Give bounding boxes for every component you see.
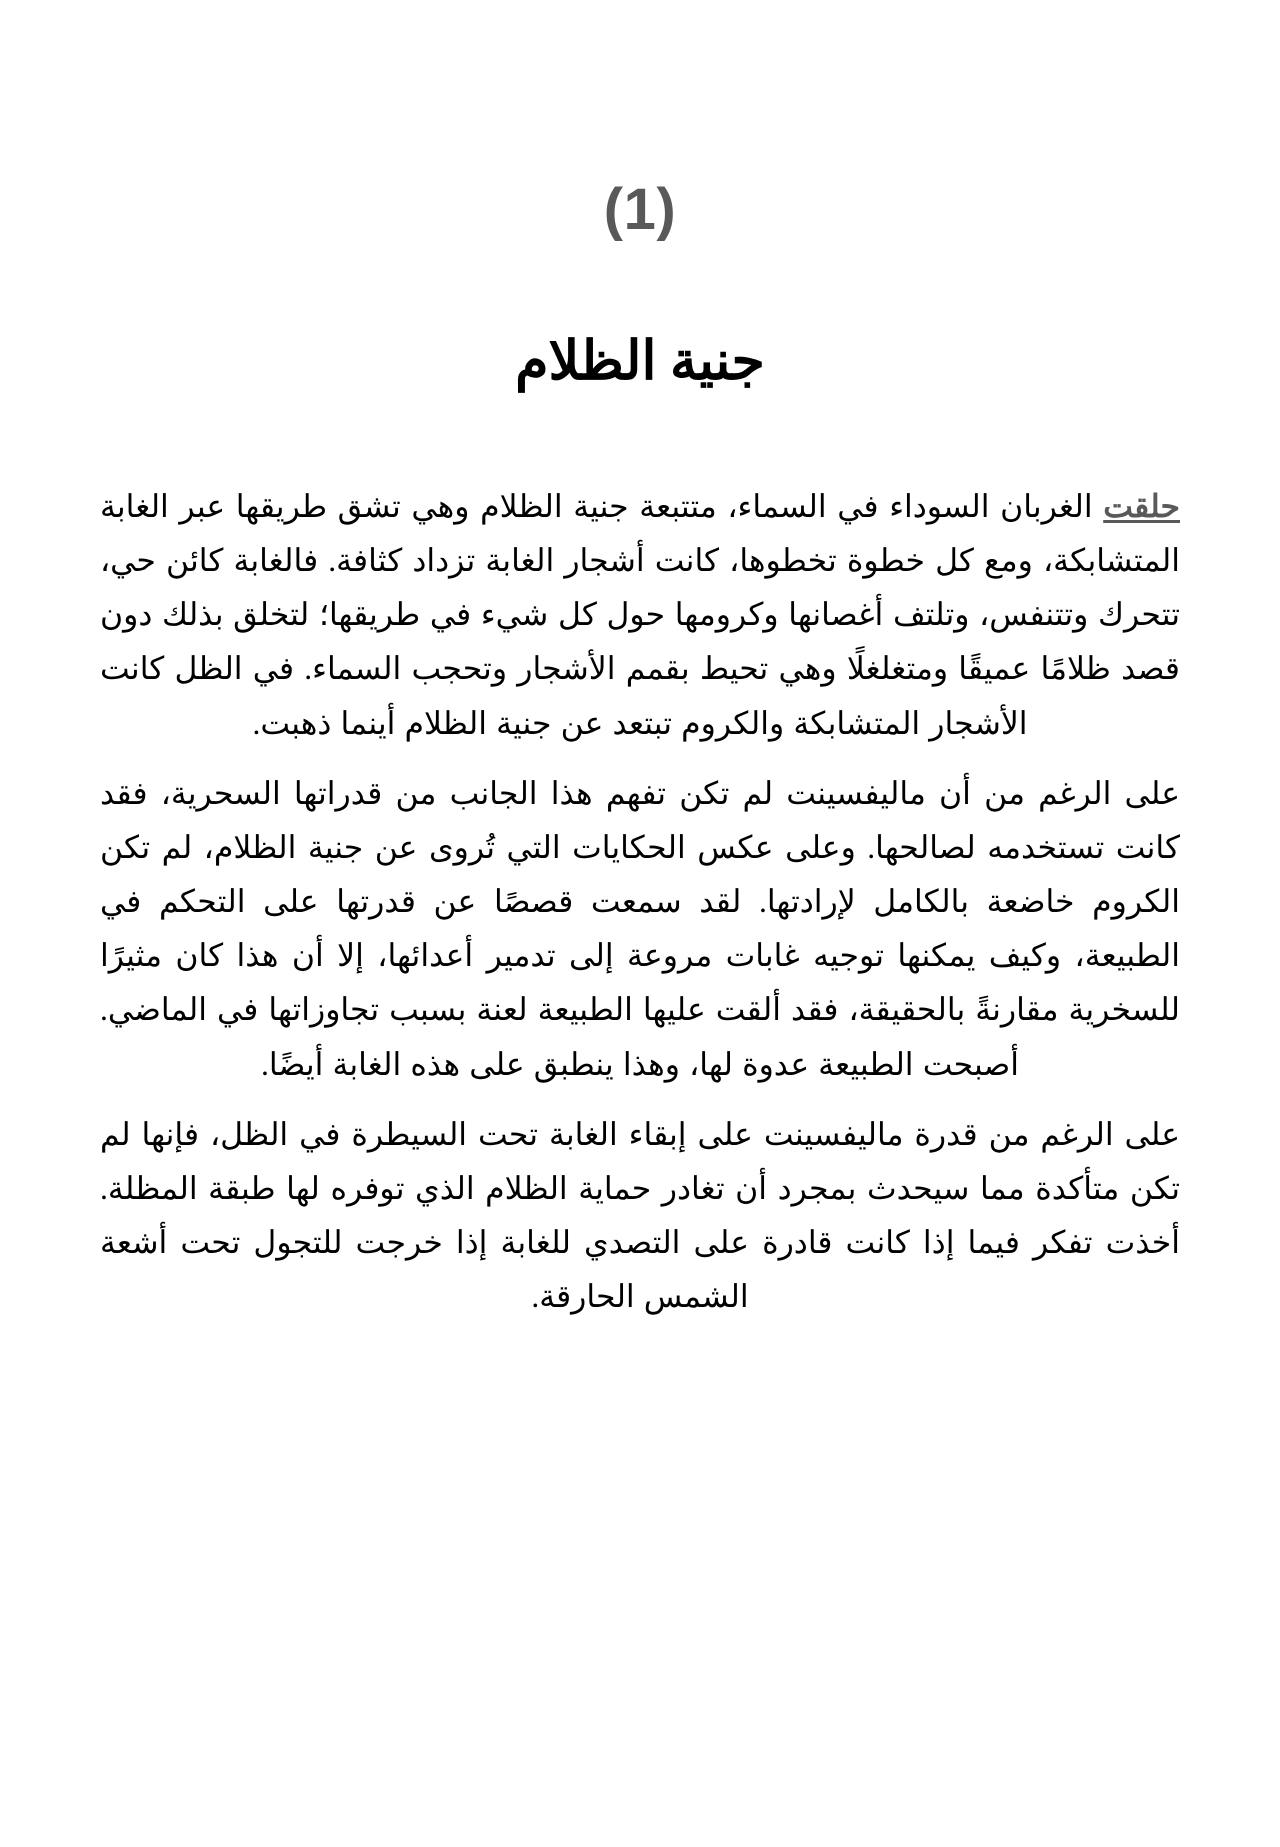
lead-word-highlight: حلقت [1103, 488, 1180, 524]
body-copy [100, 480, 1180, 1325]
page-content-area [100, 0, 1180, 1847]
paragraph-2 [100, 767, 1180, 1092]
paragraph-3 [100, 1108, 1180, 1325]
paragraph-3-text: على الرغم من قدرة ماليفسينت على إبقاء الغابة تحت السيطرة في الظل، فإنها لم تكن متأكدة مما سيحدث بمجرد أن تغادر حماية الظلام الذي توفره لها طبقة المظلة. أخذت تفكر فيما إذا كانت قادرة على التصدي للغابة إذا خرجت للتجول تحت أشعة الشمس الحارقة. [100, 1116, 1180, 1315]
chapter-title: جنية الظلام [515, 330, 765, 391]
paragraph-1-text: الغربان السوداء في السماء، متتبعة جنية الظلام وهي تشق طريقها عبر الغابة المتشابكة، ومع كل خطوة تخطوها، كانت أشجار الغابة تزداد كثافة. فالغابة كائن حي، تتحرك وتتنفس، وتلتف أغصانها وكرومها حول كل شيء في طريقها؛ لتخلق بذلك دون قصد ظلامًا عميقًا ومتغلغلًا وهي تحيط بقمم الأشجار وتحجب السماء. في الظل كانت الأشجار المتشابكة والكروم تبتعد عن جنية الظلام أينما ذهبت. [100, 488, 1180, 741]
paragraph-2-text: على الرغم من أن ماليفسينت لم تكن تفهم هذا الجانب من قدراتها السحرية، فقد كانت تستخدمه لصالحها. وعلى عكس الحكايات التي تُروى عن جنية الظلام، لم تكن الكروم خاضعة بالكامل لإرادتها. لقد سمعت قصصًا عن قدرتها على التحكم في الطبيعة، وكيف يمكنها توجيه غابات مروعة إلى تدمير أعدائها، إلا أن هذا كان مثيرًا للسخرية مقارنةً بالحقيقة، فقد ألقت عليها الطبيعة لعنة بسبب تجاوزاتها في الماضي. أصبحت الطبيعة عدوة لها، وهذا ينطبق على هذه الغابة أيضًا. [100, 775, 1180, 1082]
chapter-number: (1) [603, 177, 677, 242]
paragraph-1 [100, 480, 1180, 751]
